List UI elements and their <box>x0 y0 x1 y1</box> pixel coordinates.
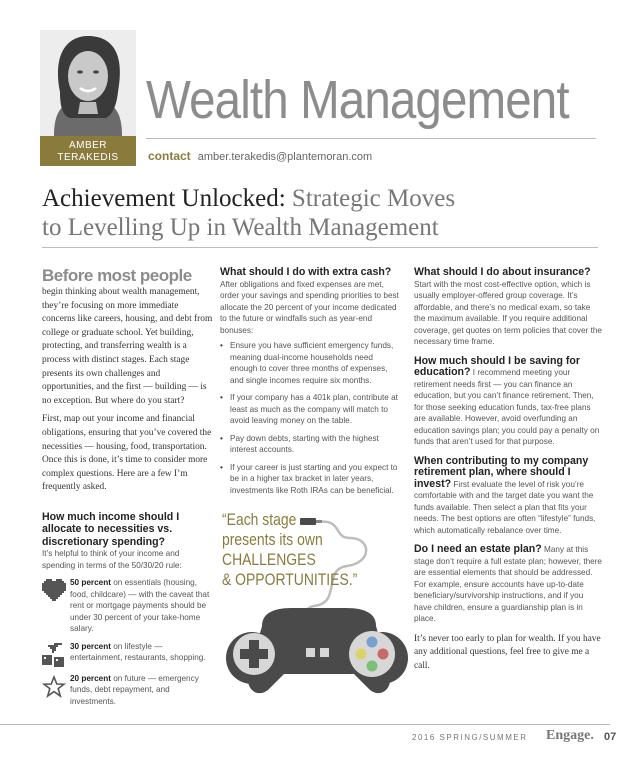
closing-paragraph: It’s never too early to plan for wealth. If you have any additional questions, feel free to give me a call. <box>414 633 601 671</box>
question-insurance <box>414 266 602 348</box>
contact-label: contact <box>148 149 191 163</box>
column-3 <box>414 266 602 673</box>
author-first-name: AMBER <box>68 140 108 151</box>
column-2 <box>220 266 400 502</box>
question-education-heading: How much should I be saving for education? <box>414 354 580 378</box>
footer-magazine-name: Engage. <box>546 728 594 743</box>
list-item: • If your career is just starting and you expect to be in a higher tax bracket in later years, investments like Roth IRAs can be beneficial. <box>220 462 400 497</box>
headline-accent: Strategic Moves to Levelling Up in Wealth Management <box>42 185 456 241</box>
intro-paragraph-1: begin thinking about wealth management, they’re focusing on more immediate concerns like careers, housing, and debt from college or graduate school. Yet building, protecting, and transferring wealth is a process with distinct stages. Each stage presents its own challenges and opportunities, and the first — building — is no exception. But where do you start? <box>42 287 213 406</box>
star-icon <box>42 675 70 699</box>
headline-main: Achievement Unlocked: <box>42 185 292 212</box>
column-1 <box>42 266 214 707</box>
question-education-body: I recommend meeting your retirement needs first — you can finance an education, but you can’t finance retirement. Then, for those seeking education funds, tax-free plans are available. However, avoid overfunding an education savings plan; you could pay a penalty on funds that aren’t used for that purpose. <box>414 368 600 446</box>
pull-quote-line: CHALLENGES <box>222 550 316 569</box>
list-item: • If your company has a 401k plan, contribute at least as much as the company will match to avoid leaving money on the table. <box>220 392 400 427</box>
contact-email-link[interactable]: amber.terakedis@plantemoran.com <box>197 151 373 163</box>
question-retirement <box>414 456 602 537</box>
budget-text: 30 percent on lifestyle — entertainment, restaurants, shopping. <box>70 641 206 663</box>
footer-issue: 2016 SPRING/SUMMER <box>412 733 528 742</box>
question-insurance-heading: What should I do about insurance? <box>414 266 591 278</box>
budget-item-lifestyle <box>42 641 214 667</box>
intro-paragraph-2: First, map out your income and financial obligations, ensuring that you’ve covered the necessities — housing, food, transportation. Once this is done, it’s time to consider more complex questions. Here are a few I’m frequently asked. <box>42 414 212 493</box>
question-retirement-heading: When contributing to my company retirement plan, where should I invest? <box>414 454 589 490</box>
cash-bullet-list <box>220 340 400 496</box>
question-retirement-body: First evaluate the level of risk you’re comfortable with and the target date you want the funds available. Then select a plan that fits your needs. The best options are often “lifestyle” funds, which automatically rebalance over time. <box>414 479 596 535</box>
author-name-plate <box>40 136 136 166</box>
question-estate-heading: Do I need an estate plan? <box>414 543 542 555</box>
budget-text: 50 percent on essentials (housing, food, childcare) — with the caveat that rent or mortgage payments should be under 30 percent of your take-home salary. <box>70 578 210 634</box>
footer-divider <box>0 724 610 725</box>
lead-in: Before most people <box>42 266 192 285</box>
pull-quote-line: “Each stage <box>222 510 297 529</box>
question-estate-body: Many at this stage don’t require a full estate plan; however, there are essential elements that should be addressed. For example, ensure accounts have up-to-date beneficiary/survivorship instructions, and if you have children, ensure a guardianship plan is in place. <box>414 545 602 623</box>
list-item: • Ensure you have sufficient emergency funds, meaning dual-income households need enough to cover three months of expenses, and single incomes require six months. <box>220 340 400 386</box>
pull-quote-line: & OPPORTUNITIES.” <box>222 570 358 589</box>
article-headline <box>42 184 602 242</box>
list-item: • Pay down debts, starting with the highest interest accounts. <box>220 433 400 456</box>
question-cash-body: After obligations and fixed expenses are met, order your savings and spending priorities to best allocate the 20 percent of your income dedicated to the future or windfalls such as year-end bonuses: <box>220 279 399 335</box>
budget-item-future <box>42 673 214 708</box>
header-divider <box>146 138 596 139</box>
budget-item-essentials <box>42 577 214 635</box>
question-income-body: It’s helpful to think of your income and spending in terms of the 50/30/20 rule: <box>42 549 182 570</box>
section-title: Wealth Management <box>146 70 569 130</box>
author-portrait <box>40 30 136 136</box>
pull-quote <box>222 510 357 590</box>
question-education <box>414 356 602 448</box>
question-estate <box>414 544 602 625</box>
question-income <box>42 511 214 708</box>
contact-line <box>148 149 372 163</box>
heart-icon <box>42 579 70 603</box>
author-last-name: TERAKEDIS <box>57 152 119 163</box>
page-number: 07 <box>604 731 617 743</box>
headline-divider <box>42 247 598 248</box>
cherries-icon <box>42 643 70 667</box>
question-cash-heading: What should I do with extra cash? <box>220 266 392 278</box>
pull-quote-line: presents its own <box>222 530 323 549</box>
budget-text: 20 percent on future — emergency funds, debt repayment, and investments. <box>70 673 199 706</box>
question-income-heading: How much income should I allocate to necessities vs. discretionary spending? <box>42 510 180 548</box>
question-insurance-body: Start with the most cost-effective option, which is usually employer-offered group coverage. It’s affordable, and there’s no medical exam, so take the maximum available. If you require additional coverage, get quotes on term policies that cover the necessary time frame. <box>414 279 602 346</box>
